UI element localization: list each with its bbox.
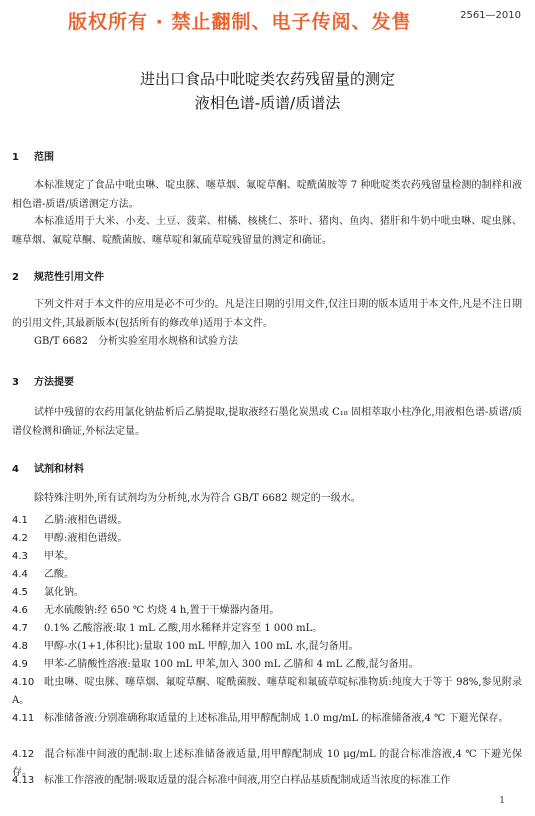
section-heading — [12, 148, 54, 163]
list-item: 4.3 甲苯。 — [12, 551, 74, 562]
section-number: 3 — [12, 377, 19, 388]
section-title: 规范性引用文件 — [34, 272, 104, 283]
paragraph: GB/T 6682 分析实验室用水规格和试验方法 — [34, 336, 239, 347]
list-item: 4.5 氯化钠。 — [12, 587, 84, 598]
section-heading — [12, 373, 74, 388]
paragraph: 试样中残留的农药用氯化钠盐析后乙腈提取,提取液经石墨化炭黑或 C₁₈ 固相萃取小柱净化,用液相色谱-质谱/质谱仪检测和确证,外标法定量。 — [12, 407, 522, 437]
list-item: 4.12 混合标准中间液的配制:取上述标准储备液适量,用甲醇配制成 10 μg/mL 的混合标准溶液,4 ℃ 下避光保存。 — [12, 749, 522, 778]
list-item: 4.2 甲醇:液相色谱级。 — [12, 533, 128, 544]
section-title: 方法提要 — [34, 377, 74, 388]
section-number: 1 — [12, 152, 19, 163]
paragraph: 本标准适用于大米、小麦、土豆、菠菜、柑橘、核桃仁、茶叶、猪肉、鱼肉、猪肝和牛奶中吡虫啉、啶虫脒、噻草烟、氟啶草酮、啶酰菌胺、噻草啶和氟硫草啶残留量的测定和确证。 — [12, 216, 522, 246]
list-item: 4.1 乙腈:液相色谱级。 — [12, 515, 128, 526]
list-item: 4.7 0.1% 乙酸溶液:取 1 mL 乙酸,用水稀释并定容至 1 000 mL。 — [12, 623, 323, 634]
paragraph: 除特殊注明外,所有试剂均为分析纯,水为符合 GB/T 6682 规定的一级水。 — [34, 493, 361, 504]
section-number: 2 — [12, 272, 19, 283]
list-item: 4.13 标准工作溶液的配制:吸取适量的混合标准中间液,用空白样品基质配制成适当浓度的标准工作 — [12, 775, 451, 786]
paragraph: 本标准规定了食品中吡虫啉、啶虫脒、噻草烟、氟啶草酮、啶酰菌胺等 7 种吡啶类农药残留量检测的制样和液相色谱-质谱/质谱测定方法。 — [12, 180, 522, 210]
list-item: 4.8 甲醇-水(1+1,体积比):量取 100 mL 甲醇,加入 100 mL 水,混匀备用。 — [12, 641, 359, 652]
document-subtitle: 液相色谱-质谱/质谱法 — [194, 94, 341, 112]
list-item: 4.4 乙酸。 — [12, 569, 74, 580]
document-title: 进出口食品中吡啶类农药残留量的测定 — [139, 70, 395, 88]
list-item: 4.11 标准储备液:分别准确称取适量的上述标准品,用甲醇配制成 1.0 mg/mL 的标准储备液,4 ℃ 下避光保存。 — [12, 713, 509, 724]
section-title: 范围 — [34, 152, 54, 163]
list-item: 4.9 甲苯-乙腈酸性溶液:量取 100 mL 甲苯,加入 300 mL 乙腈和 4 mL 乙酸,混匀备用。 — [12, 659, 419, 670]
standard-number: 2561—2010 — [460, 10, 521, 21]
paragraph: 下列文件对于本文件的应用是必不可少的。凡是注日期的引用文件,仅注日期的版本适用于本文件,凡是不注日期的引用文件,其最新版本(包括所有的修改单)适用于本文件。 — [12, 299, 522, 329]
page-number: 1 — [499, 796, 505, 806]
section-heading — [12, 460, 84, 475]
list-item: 4.10 吡虫啉、啶虫脒、噻草烟、氟啶草酮、啶酰菌胺、噻草啶和氟硫草啶标准物质:纯度大于等于 98%,参见附录 A。 — [12, 677, 522, 706]
section-heading — [12, 268, 104, 283]
copyright-watermark: 版权所有 · 禁止翻制、电子传阅、发售 — [68, 11, 412, 33]
list-item: 4.6 无水硫酸钠:经 650 ℃ 灼烧 4 h,置于干燥器内备用。 — [12, 605, 280, 616]
section-number: 4 — [12, 464, 19, 475]
section-title: 试剂和材料 — [34, 464, 84, 475]
